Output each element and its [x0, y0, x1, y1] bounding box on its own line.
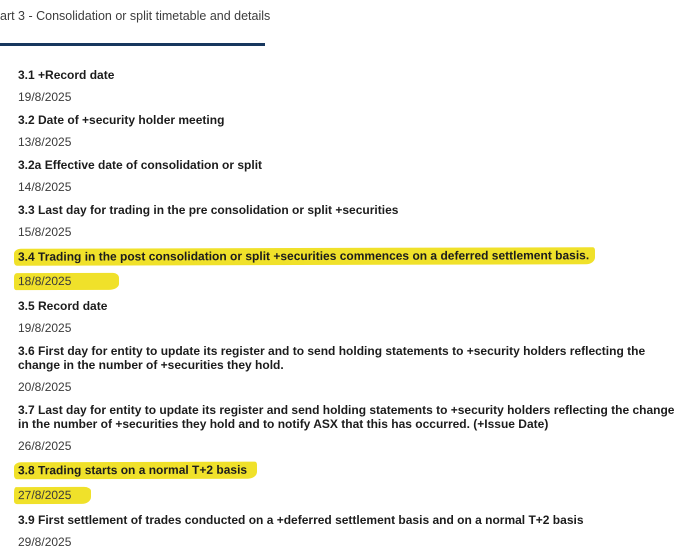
item-value: 19/8/2025 [18, 90, 72, 104]
timetable-item-3-4 [18, 248, 676, 290]
item-value: 14/8/2025 [18, 180, 72, 194]
item-value [18, 487, 676, 504]
timetable-item-3-2a [18, 158, 676, 194]
timetable-item-3-9 [18, 513, 676, 549]
item-value [18, 273, 676, 290]
timetable-item-3-6 [18, 344, 676, 394]
item-label [18, 248, 676, 265]
highlight-marker: 3.8 Trading starts on a normal T+2 basis [14, 462, 257, 480]
item-value: 26/8/2025 [18, 439, 72, 453]
item-label: 3.2 Date of +security holder meeting [18, 113, 225, 127]
item-value: 20/8/2025 [18, 380, 72, 394]
item-label: 3.1 +Record date [18, 68, 115, 82]
part3-section-heading: art 3 - Consolidation or split timetable and details [0, 9, 271, 23]
item-value: 29/8/2025 [18, 535, 72, 549]
item-label: 3.9 First settlement of trades conducted on a +deferred settlement basis and on a normal T+2 basis [18, 513, 584, 527]
timetable-item-3-5 [18, 299, 676, 335]
highlight-marker: 3.4 Trading in the post consolidation or split +securities commences on a deferred settlement basis. [14, 247, 595, 266]
item-label: 3.5 Record date [18, 299, 108, 313]
item-label: 3.3 Last day for trading in the pre consolidation or split +securities [18, 203, 399, 217]
item-value: 13/8/2025 [18, 135, 72, 149]
section-divider [0, 43, 265, 46]
timetable-item-3-8 [18, 462, 676, 504]
timetable-item-3-1 [18, 68, 676, 104]
timetable-list [18, 68, 676, 558]
highlight-marker: 18/8/2025 [14, 273, 119, 290]
timetable-item-3-2 [18, 113, 676, 149]
item-value: 19/8/2025 [18, 321, 72, 335]
highlight-marker: 27/8/2025 [14, 487, 91, 504]
item-label: 3.7 Last day for entity to update its register and send holding statements to +security holders reflecting the change in the number of +securities they hold and to notify ASX that this has occurred. (+Issue Date) [18, 403, 675, 431]
item-label: 3.6 First day for entity to update its register and to send holding statements to +security holders reflecting the change in the number of +securities they hold. [18, 344, 646, 372]
item-label [18, 462, 676, 479]
item-label: 3.2a Effective date of consolidation or split [18, 158, 263, 172]
timetable-item-3-7 [18, 403, 676, 453]
item-value: 15/8/2025 [18, 225, 72, 239]
timetable-item-3-3 [18, 203, 676, 239]
